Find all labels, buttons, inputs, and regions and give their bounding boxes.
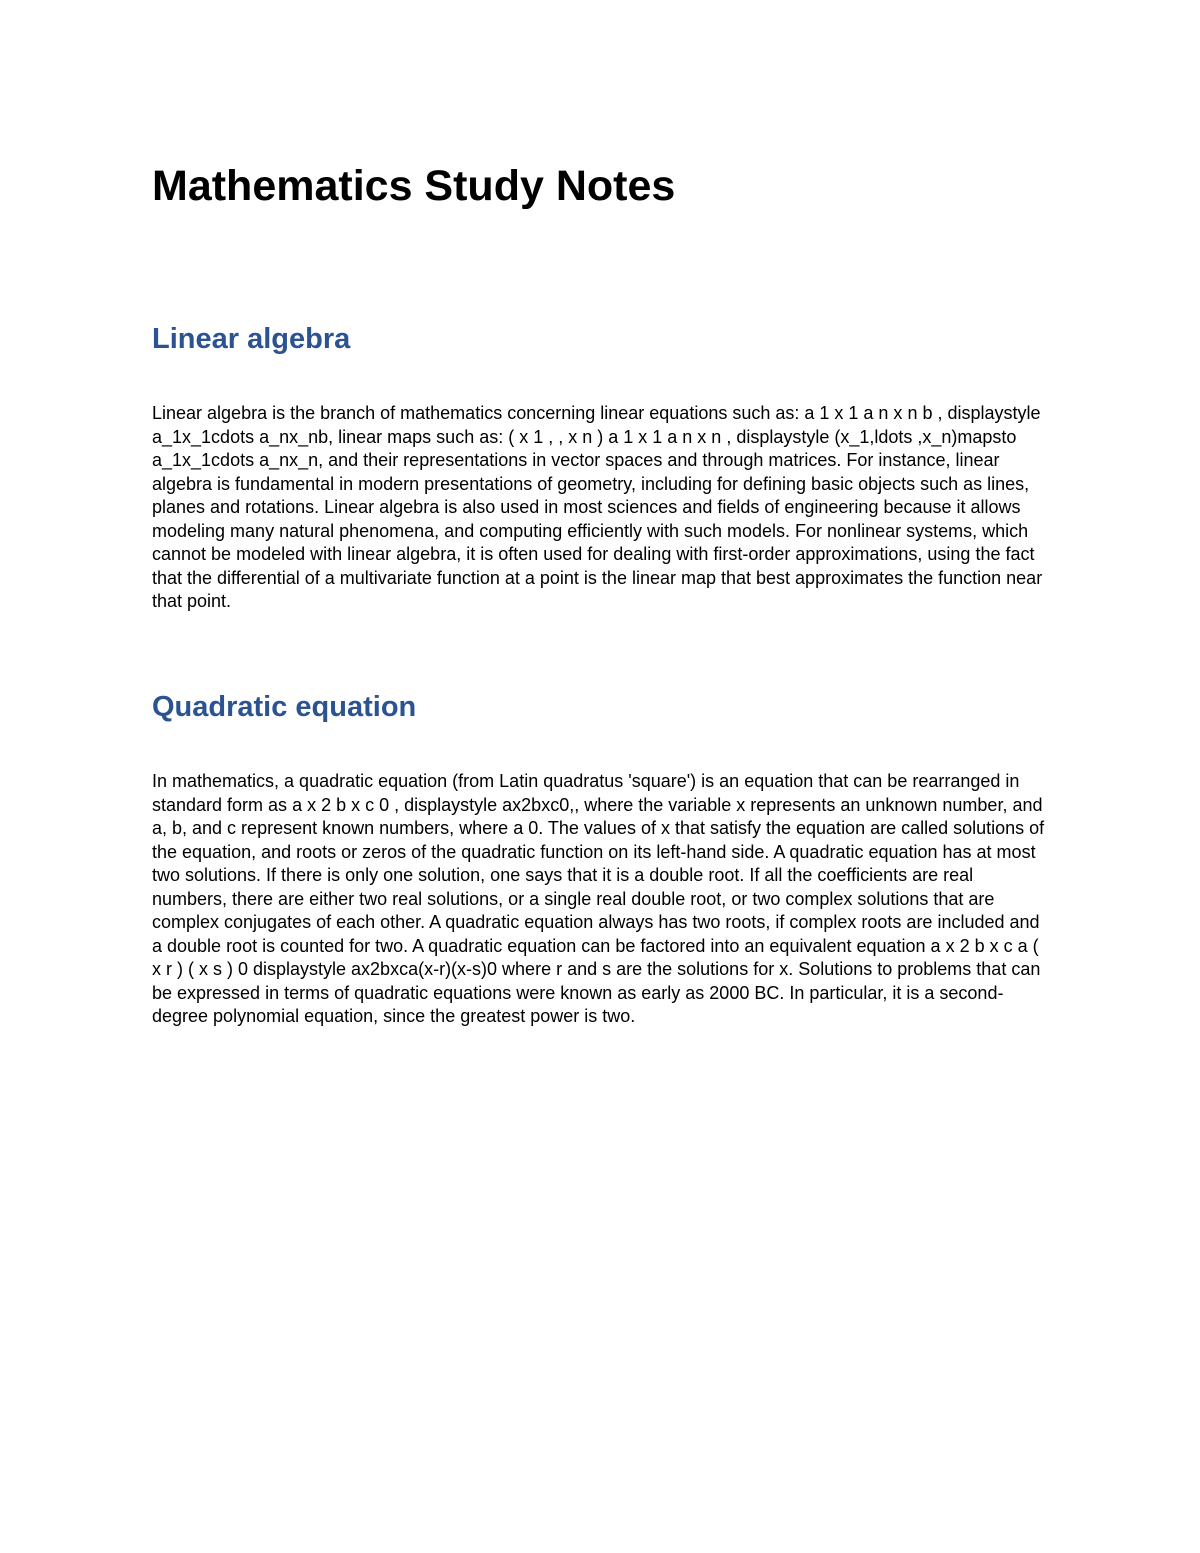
section-heading-quadratic-equation: Quadratic equation bbox=[152, 691, 417, 723]
section-body-linear-algebra: Linear algebra is the branch of mathematics concerning linear equations such as: a 1 x 1 a n x n b , displaystyle a_1x_1cdots a_nx_nb, linear maps such as: ( x 1 , , x n ) a 1 x 1 a n x n , displaystyle (x_1,ldots ,x_n)mapsto a_1x_1cdots a_nx_n, and their representations in vector spaces and through matrices. For instance, linear algebra is fundamental in modern presentations of geometry, including for defining basic objects such as lines, planes and rotations. Linear algebra is also used in most sciences and fields of engineering because it allows modeling many natural phenomena, and computing efficiently with such models. For nonlinear systems, which cannot be modeled with linear algebra, it is often used for dealing with first-order approximations, using the fact that the differential of a multivariate function at a point is the linear map that best approximates the function near that point. bbox=[152, 403, 1043, 611]
document-title: Mathematics Study Notes bbox=[152, 162, 676, 210]
section-heading-linear-algebra: Linear algebra bbox=[152, 323, 351, 355]
section-body-quadratic-equation: In mathematics, a quadratic equation (from Latin quadratus 'square') is an equation that can be rearranged in standard form as a x 2 b x c 0 , displaystyle ax2bxc0,, where the variable x represents an unknown number, and a, b, and c represent known numbers, where a 0. The values of x that satisfy the equation are called solutions of the equation, and roots or zeros of the quadratic function on its left-hand side. A quadratic equation has at most two solutions. If there is only one solution, one says that it is a double root. If all the coefficients are real numbers, there are either two real solutions, or a single real double root, or two complex solutions that are complex conjugates of each other. A quadratic equation always has two roots, if complex roots are included and a double root is counted for two. A quadratic equation can be factored into an equivalent equation a x 2 b x c a ( x r ) ( x s ) 0 displaystyle ax2bxca(x-r)(x-s)0 where r and s are the solutions for x. Solutions to problems that can be expressed in terms of quadratic equations were known as early as 2000 BC. In particular, it is a second-degree polynomial equation, since the greatest power is two. bbox=[152, 771, 1045, 1026]
